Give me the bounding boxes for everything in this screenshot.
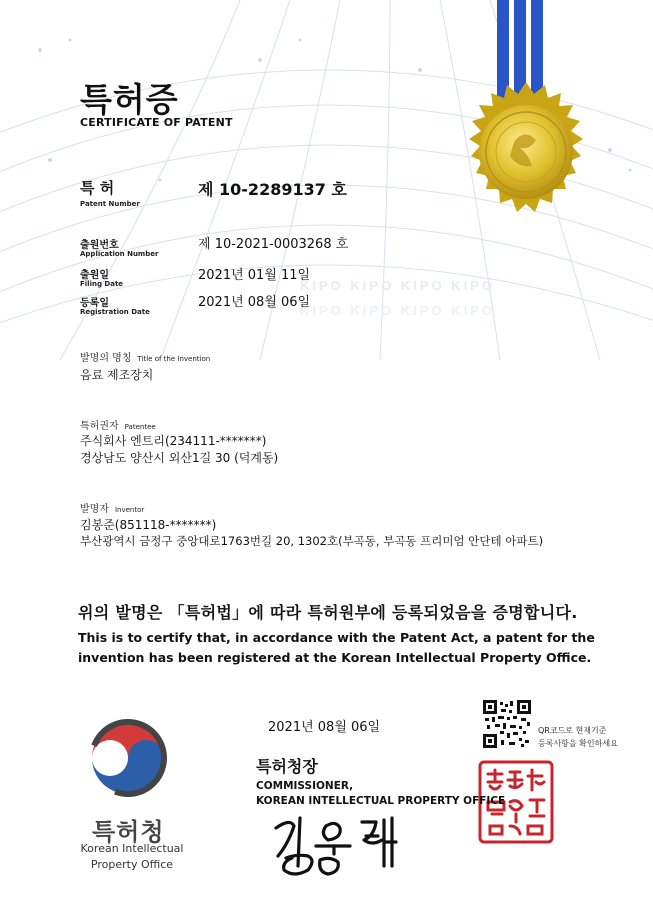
kipo-name-en-2: Property Office xyxy=(90,858,174,871)
patentee-label-ko: 특허권자 xyxy=(80,421,119,432)
ribbon xyxy=(497,0,543,100)
certificate-subtitle: CERTIFICATE OF PATENT xyxy=(80,116,233,129)
registration-date-label: 등록일 xyxy=(80,298,109,309)
issue-date: 2021년 08월 06일 xyxy=(268,720,381,735)
invention-label-ko: 발명의 명칭 xyxy=(80,353,132,364)
commissioner-title-en-1: COMMISSIONER, xyxy=(256,780,354,792)
certificate-title: 특허증 xyxy=(80,80,179,119)
filing-date-label-en: Filing Date xyxy=(80,280,124,288)
kipo-name-en-1: Korean Intellectual xyxy=(80,842,184,855)
qr-note-line-1: QR코드로 현재기준 xyxy=(538,726,607,735)
invention-label-en: Title of the Invention xyxy=(137,355,211,363)
application-number-label-en: Application Number xyxy=(80,250,159,258)
certification-statement-ko: 위의 발명은 「특허법」에 따라 특허원부에 등록되었음을 증명합니다. xyxy=(78,603,578,622)
watermark-text: KIPO KIPO KIPO KIPO xyxy=(300,278,495,293)
commissioner-title-ko: 특허청장 xyxy=(256,757,318,776)
certification-statement-en-1: This is to certify that, in accordance with the Patent Act, a patent for the xyxy=(78,630,595,645)
inventor-address: 부산광역시 금정구 중앙대로1763번길 20, 1302호(부곡동, 부곡동 프리미엄 안단테 아파트) xyxy=(80,534,544,548)
filing-date-value: 2021년 01월 11일 xyxy=(198,268,311,283)
patent-number-label-en: Patent Number xyxy=(80,200,140,208)
registration-date-value: 2021년 08월 06일 xyxy=(198,295,311,310)
kipo-name-ko: 특허청 xyxy=(92,818,165,846)
patent-number-value: 제 10-2289137 호 xyxy=(198,180,347,199)
application-number-value: 제 10-2021-0003268 호 xyxy=(198,237,349,252)
registration-date-label-en: Registration Date xyxy=(80,308,150,316)
patentee-name: 주식회사 엔트리(234111-*******) xyxy=(80,434,267,448)
inventor-label-en: Inventor xyxy=(114,506,145,514)
certification-statement-en-2: invention has been registered at the Korean Intellectual Property Office. xyxy=(78,650,592,665)
qr-code-icon xyxy=(483,700,531,748)
svg-text:KIPO KIPO KIPO KIPO: KIPO KIPO KIPO KIPO xyxy=(300,303,495,318)
filing-date-label: 출원일 xyxy=(80,270,109,281)
patentee-label xyxy=(80,417,156,432)
invention-title: 음료 제조장치 xyxy=(80,368,154,382)
signature-icon xyxy=(276,818,396,874)
commissioner-title-en-2: KOREAN INTELLECTUAL PROPERTY OFFICE xyxy=(256,795,506,807)
qr-note-line-2: 등록사항을 확인하세요 xyxy=(538,739,618,748)
patentee-address: 경상남도 양산시 외산1길 30 (덕계동) xyxy=(80,451,279,465)
gold-seal-icon xyxy=(469,82,583,212)
inventor-label xyxy=(80,500,144,515)
inventor-name: 김봉준(851118-*******) xyxy=(80,518,217,532)
kipo-logo-icon xyxy=(82,712,174,804)
invention-label xyxy=(80,349,210,364)
patent-number-label: 특 허 xyxy=(80,179,115,197)
patentee-label-en: Patentee xyxy=(124,423,156,431)
inventor-label-ko: 발명자 xyxy=(80,504,109,515)
application-number-label: 출원번호 xyxy=(80,240,119,251)
